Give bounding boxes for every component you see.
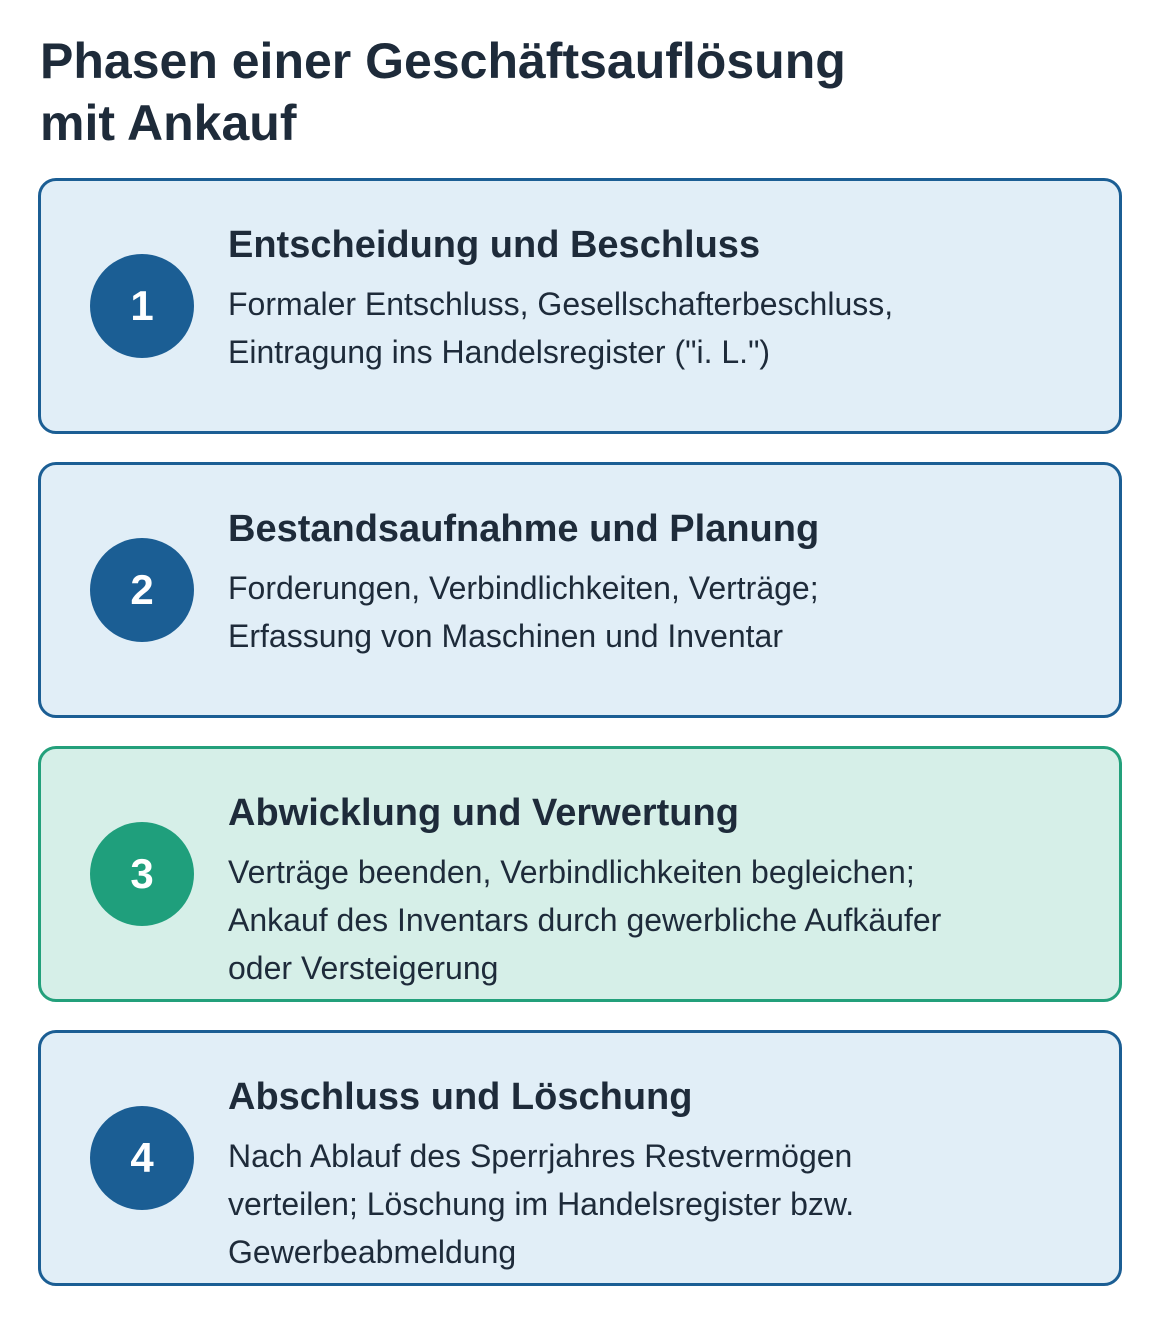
phase-number-badge: 2 — [90, 538, 194, 642]
page-title: Phasen einer Geschäftsauflösung mit Ankauf — [40, 33, 846, 151]
phase-card-3 — [38, 746, 1122, 1002]
phase-description: Verträge beenden, Verbindlichkeiten begleichen; Ankauf des Inventars durch gewerbliche Aufkäufer oder Versteigerung — [228, 854, 942, 986]
phase-card-4 — [38, 1030, 1122, 1286]
phase-title: Abschluss und Löschung — [228, 1076, 693, 1118]
phase-title: Entscheidung und Beschluss — [228, 224, 761, 266]
phase-title: Abwicklung und Verwertung — [228, 792, 739, 834]
phase-number-badge: 3 — [90, 822, 194, 926]
phase-list — [38, 178, 1122, 1314]
phase-card-2 — [38, 462, 1122, 718]
phase-description: Formaler Entschluss, Gesellschafterbeschluss, Eintragung ins Handelsregister ("i. L.") — [228, 286, 894, 370]
phase-description: Forderungen, Verbindlichkeiten, Verträge; Erfassung von Maschinen und Inventar — [228, 570, 819, 654]
phase-number-badge: 4 — [90, 1106, 194, 1210]
phase-number-badge: 1 — [90, 254, 194, 358]
phase-description: Nach Ablauf des Sperrjahres Restvermögen verteilen; Löschung im Handelsregister bzw. Gewerbeabmeldung — [228, 1138, 855, 1270]
phase-title: Bestandsaufnahme und Planung — [228, 508, 820, 550]
phase-card-1 — [38, 178, 1122, 434]
